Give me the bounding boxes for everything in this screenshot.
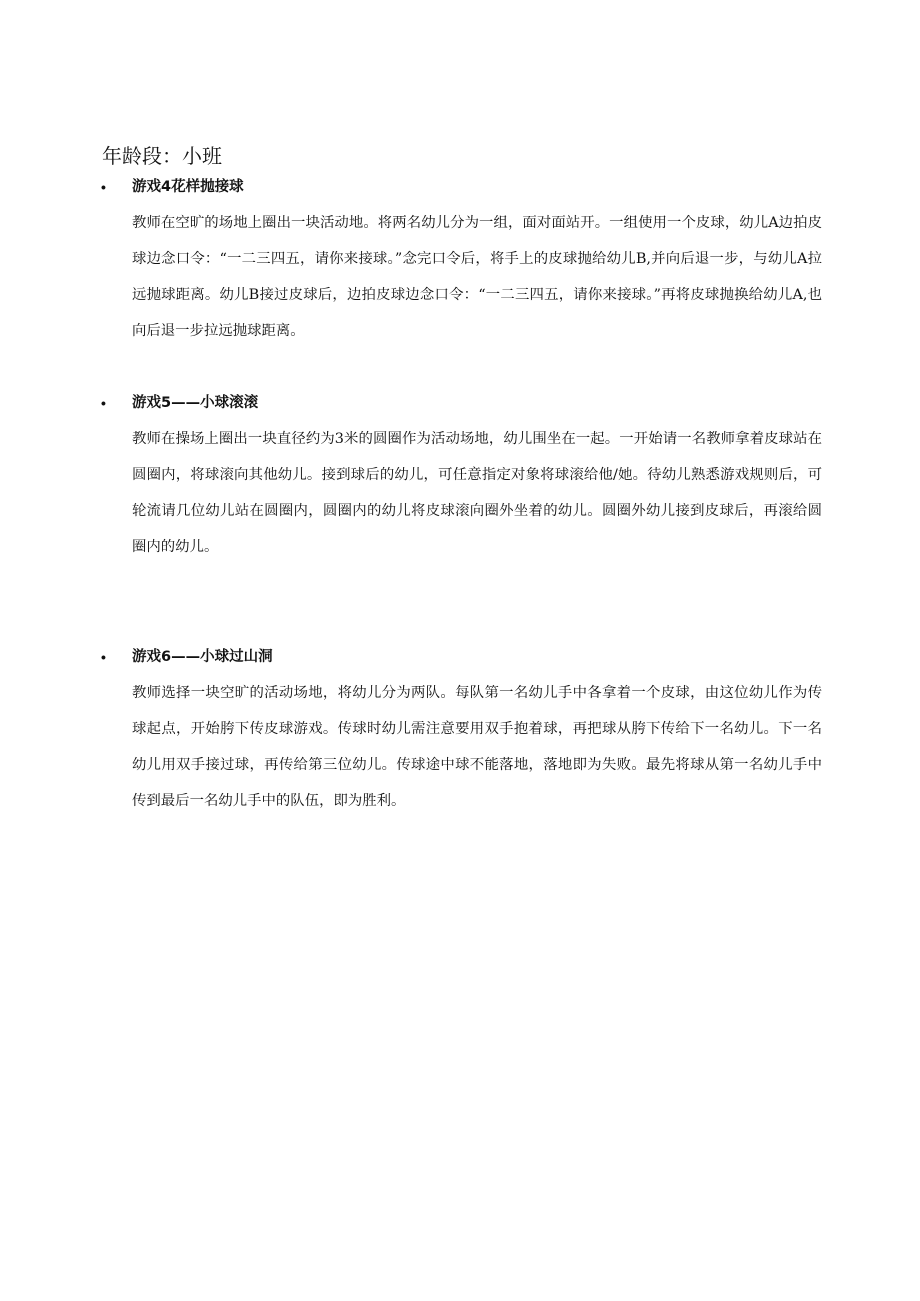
bullet-icon: • — [101, 649, 106, 665]
game-description: 教师选择一块空旷的活动场地，将幼儿分为两队。每队第一名幼儿手中各拿着一个皮球，由这位幼儿作为传球起点，开始胯下传皮球游戏。传球时幼儿需注意要用双手抱着球，再把球从胯下传给下一名幼儿。下一名幼儿用双手接过球，再传给第三位幼儿。传球途中球不能落地，落地即为失败。最先将球从第一名幼儿手中传到最后一名幼儿手中的队伍，即为胜利。 — [132, 685, 822, 809]
bullet-icon: • — [101, 179, 106, 195]
game-title: 游戏5——小球滚滚 — [132, 395, 259, 411]
age-group-heading: 年龄段：小班 — [102, 144, 222, 168]
game-title: 游戏6——小球过山洞 — [132, 649, 273, 665]
game-title: 游戏4花样抛接球 — [132, 179, 244, 195]
game-description: 教师在操场上圈出一块直径约为3米的圆圈作为活动场地，幼儿围坐在一起。一开始请一名教师拿着皮球站在圆圈内，将球滚向其他幼儿。接到球后的幼儿，可任意指定对象将球滚给他/她。待幼儿熟悉游戏规则后，可轮流请几位幼儿站在圆圈内，圆圈内的幼儿将皮球滚向圈外坐着的幼儿。圆圈外幼儿接到皮球后，再滚给圆圈内的幼儿。 — [132, 431, 822, 555]
bullet-icon: • — [101, 395, 106, 411]
game-description: 教师在空旷的场地上圈出一块活动地。将两名幼儿分为一组，面对面站开。一组使用一个皮球，幼儿A边拍皮球边念口令：“一二三四五，请你来接球。”念完口令后，将手上的皮球抛给幼儿B,并向后退一步，与幼儿A拉远抛球距离。幼儿B接过皮球后，边拍皮球边念口令：“一二三四五，请你来接球。”再将皮球抛换给幼儿A,也向后退一步拉远抛球距离。 — [132, 215, 822, 339]
